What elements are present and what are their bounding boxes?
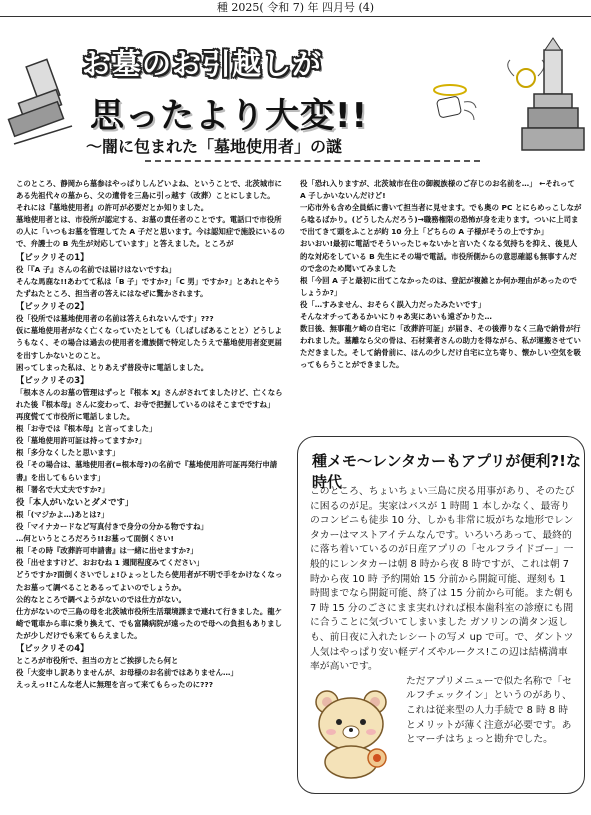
paragraph: 公的なところで調べようがないのでは仕方がない。 <box>16 594 186 604</box>
title-line-1: お墓のお引越しが <box>82 47 323 81</box>
section-heading: 【ビックリその1】 <box>16 251 89 262</box>
paragraph: 根「その時『改葬許可申請書』は一緒に出せますか?」 <box>16 546 198 556</box>
section-heading: 【ビックリその4】 <box>16 643 89 653</box>
paragraph: 役「役所では墓地使用者の名前は答えられないんです」??? <box>16 314 214 324</box>
paragraph: それには『墓地使用者』の許可が必要だとか知りました。 <box>16 203 209 213</box>
paragraph: えっえっ!!こんな老人に無理を言って来てもらったのに??? <box>16 680 213 690</box>
paragraph: 根「お寺では『根本母』と言ってました」 <box>16 424 157 434</box>
paragraph: 根「今回 A 子と最初に出てこなかったのは、登記が複雑とか何か理由があったのでしょうか?」 <box>300 275 577 297</box>
paragraph: ところが市役所で、担当の方とご挨拶したら何と <box>16 656 179 666</box>
section-heading: 【ビックリその3】 <box>16 374 89 385</box>
memo-paragraph: ただアプリメニューで似た名称で「セルフチェックイン」というのがあり、これは従来型の人力手続で 8 時 8 時とメリットが薄く注意が必要です。あとマーチはちょっと勘弁でした。 <box>406 675 572 746</box>
memo-title: 種メモ～レンタカーもアプリが便利?!な時代 <box>312 452 581 491</box>
paragraph: 根「多分なくしたと思います」 <box>16 448 120 458</box>
title-line-2: 思ったより大変!! <box>90 96 369 136</box>
section-heading: 【ビックリその2】 <box>16 301 89 312</box>
paragraph: そんなオチってあるかいにりゃあ実にあいも遠ざかりた… <box>300 312 492 322</box>
gravestone-left-illustration <box>2 48 88 160</box>
paragraph: 墓地使用者とは、市役所が認定する、お墓の責任者のことです。電話口で市役所の人に「いつもお墓を管理してた A 子だと思います。今は認知症で施設にいるので、弁護士の B 先生が対応しています」と答えました。ところが <box>16 215 285 249</box>
paragraph: 困ってしまった私は、とりあえず普段寺に電話しました。 <box>16 362 209 372</box>
paragraph: どうですか?面倒くさいでしょ!ひょっとしたら使用者が不明で手をかけなくなったお墓って調べることあるってよいのでしょうか。 <box>16 570 283 592</box>
paragraph: 一応市外も含め全員紙に書いて担当者に見せます。でも奥の PC とにらめっこしながら唸るばかり。(どうしたんだろう)→職務権限の恐怖が身を走ります。ついに上司まで出てきて頭をふことが約 10 分上「どちらの A 子様がそうの上ですか」 <box>300 203 582 237</box>
section-heading: 役「本人がいないとダメです」 <box>16 496 134 507</box>
halo-ghost-illustration <box>420 80 480 130</box>
gravestone-right-illustration <box>500 28 588 168</box>
paragraph: 役「大変申し訳ありませんが、お母様のお名前ではありません…」 <box>16 668 238 678</box>
paragraph: 「根本さんのお墓の管理はずっと『根本 X』さんがされてましたけど、亡くなられた後『根本母』さんに変わって、お寺で把握しているのはそこまでですね」 <box>16 387 283 410</box>
paragraph: 仮に墓地使用者がなく亡くなっていたとしても（しばしばあることと）どうしようもなく、その場合は過去の使用者を遺族側で特定したうえで墓地使用者変更届を出すしかないとのこと。 <box>16 326 283 360</box>
paragraph: 役「出せますけど、おおむね 1 週間程度みてください」 <box>16 558 204 568</box>
subtitle: ～闇に包まれた「墓地使用者」の謎 <box>86 137 343 156</box>
paragraph: 役「マイナカードなど写真付きで身分の分かる物ですね」 <box>16 522 208 532</box>
paragraph: 役「恐れ入りますが、北茨城市在住の御親族様のご存じのお名前を…」 ←それって A 子しかいないんだけど! <box>300 179 575 201</box>
bear-illustration <box>307 684 399 780</box>
paragraph: 役「『A 子』さんの名前では届けはないですね」 <box>16 264 176 274</box>
page-header: 種 2025( 令和 7) 年 四月号 (4) <box>0 0 591 17</box>
paragraph: 根「署名で大丈夫ですか?」 <box>16 484 109 494</box>
paragraph: 役「その場合は、墓地使用者(=根本母?)の名前で『墓地使用許可証再発行申請書』を出してもらいます」 <box>16 460 278 482</box>
paragraph: 再度慌てて市役所に電話しました。 <box>16 412 135 422</box>
memo-paragraph: このところ、ちょいちょい三島に戻る用事があり、そのたびに困るのが足。実家はバスが 1 時間 1 本しかなく、最寄りのコンビニも徒歩 10 分、しかも非常に坂がちな地形でレンタカーはマストアイテムなんです。いろいろあって、最終的に落ち着いているのが日産アプリの「セルフライドゴー」一般的にレンタカーは朝 8 時から夜 8 時ですが、これは朝 7 時から夜 10 時 予約開始 15 分前から開錠可能、遅刻も 1 時間までなら開錠可能、終了は 15 分前から可能。また朝も 7 時 15 分のごさにまま実れければ根本歯科室の診療にも間に合うことに気づいてしまいました ガソリンの満タン返しも、前日夜に入れたレシートの写メ up で可。で、ダントツ人気はやっぱり安い軽デイズやルークス!この辺は結構満車率が高いです。 <box>310 486 575 673</box>
paragraph: 仕方がないので三島の母を北茨城市役所生活環境課まで連れて行きました。龍ケ崎で電車から車に乗り換えて、でも富隣病院が遠ったので母への負担もありましたが少しだけでも来てもらえました。 <box>16 606 283 640</box>
divider <box>145 160 480 162</box>
left-column <box>16 178 286 691</box>
paragraph: …何というところだろう!!お墓って面倒くさい! <box>16 534 174 544</box>
paragraph: 役「墓地使用許可証は持ってますか?」 <box>16 436 146 446</box>
paragraph: 役「…すみません、おそらく誤入力だったみたいです」 <box>300 299 486 309</box>
paragraph: おいおい!最初に電話でそういったじゃないかと言いたくなる気持ちを抑え、後見人的な対応をしている B 先生にその場で電話。市役所側からの意思確認も無事すんだので念のため聞いてみました <box>300 239 578 273</box>
right-column <box>300 178 583 372</box>
paragraph: 数日後、無事龍ケ崎の自宅に「改葬許可証」が届き、その後滞りなく三島で納骨が行われました。墓離なら父の骨は、石材業者さんの助力を得ながら、私が運搬させていただきました。そして納骨前に、ほんの少しだけ自宅に立ち寄り、懐かしい空気を吸ってもらうことができました。 <box>300 324 581 370</box>
paragraph: そんな馬鹿な!!あわてて私は「B 子」ですか?」「C 男」ですか?」とあれとやうたずねたところ、担当者の答えにはなぜに驚かされます。 <box>16 276 281 298</box>
paragraph: このところ、静岡から墓参はやっぱりしんどいよね、ということで、北茨城市にある先祖代々の墓から、父の遺骨を三島に引っ越す（改葬）ことにしました。 <box>16 179 282 201</box>
paragraph: 根「(マジかよ…)あとは?」 <box>16 509 109 519</box>
